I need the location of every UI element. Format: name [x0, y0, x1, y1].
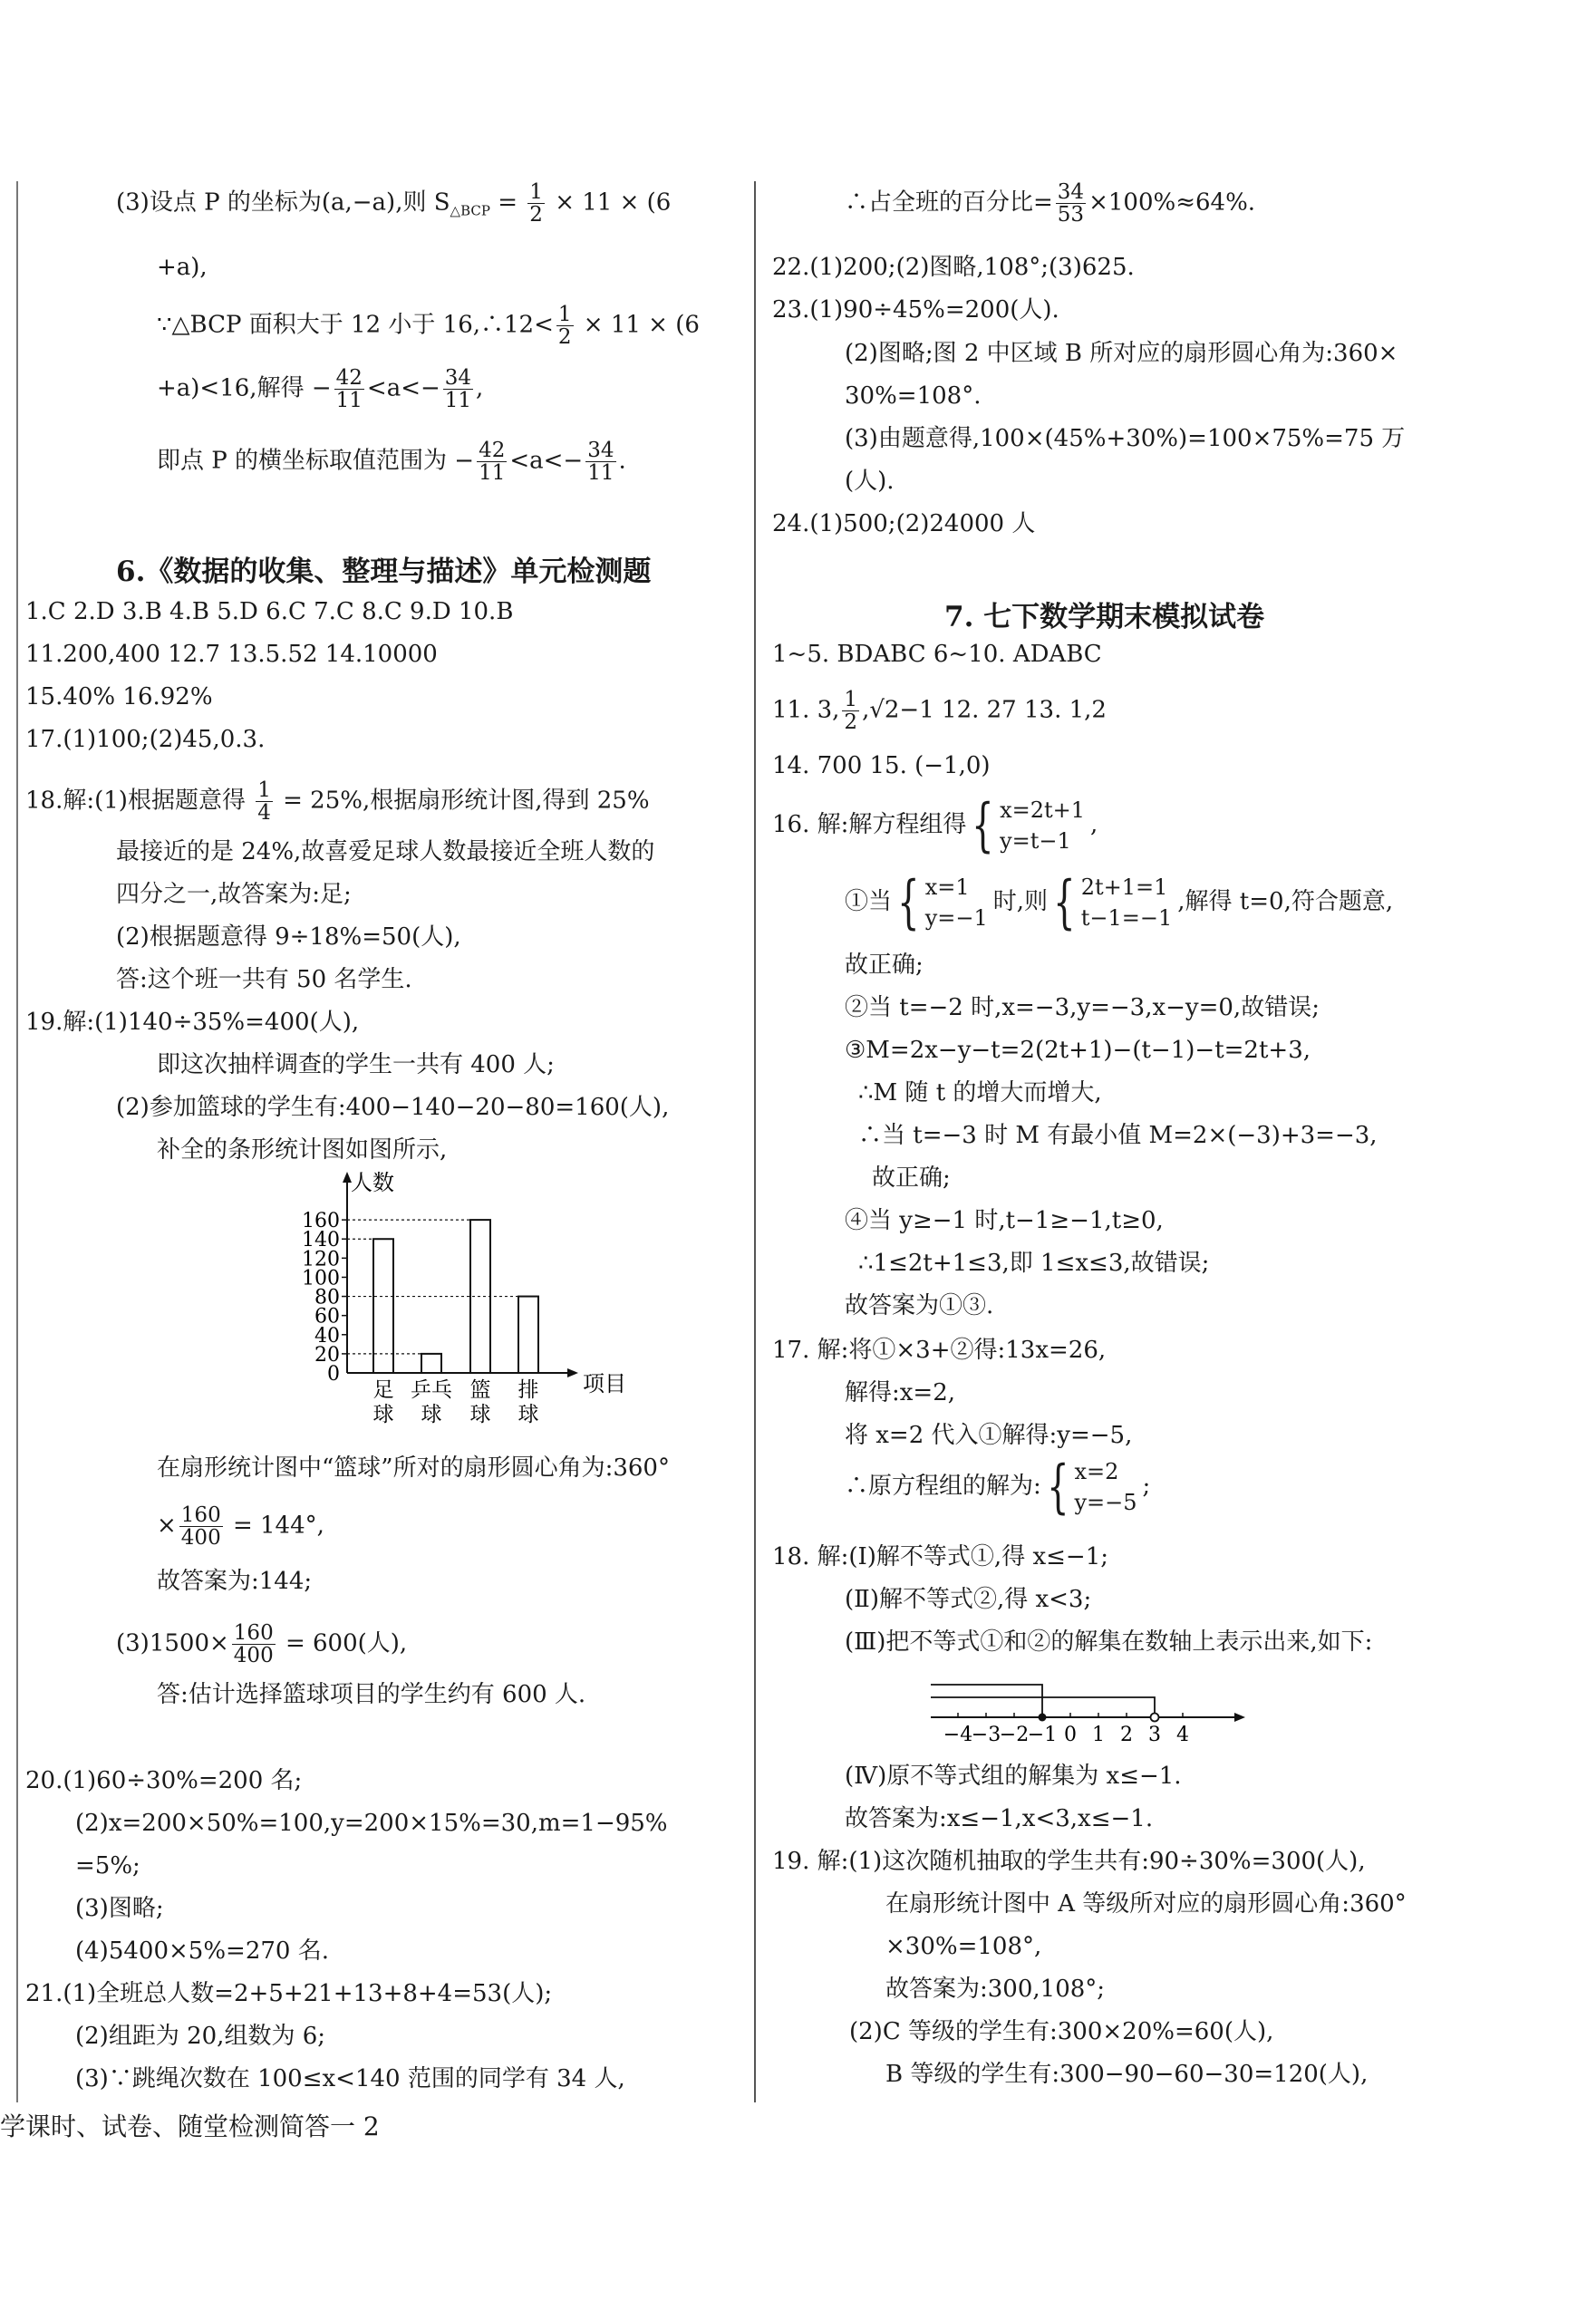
answer-line: 19.解:(1)140÷35%=400(人),	[25, 1009, 360, 1036]
answer-line: 故答案为:x≤−1,x<3,x≤−1.	[845, 1805, 1154, 1832]
answer-line: 将 x=2 代入①解得:y=−5,	[845, 1422, 1133, 1449]
answer-line: ③M=2x−y−t=2(2t+1)−(t−1)−t=2t+3,	[845, 1037, 1311, 1064]
answer-line: 21.(1)全班总人数=2+5+21+13+8+4=53(人);	[25, 1980, 553, 2007]
answer-line: ∴占全班的百分比= $\frac{34}{53}$ ×100%≈64%.	[845, 180, 1256, 227]
answer-line: B 等级的学生有:300−90−60−30=120(人),	[885, 2061, 1369, 2088]
section-title-6: 6.《数据的收集、整理与描述》单元检测题	[116, 556, 652, 588]
answer-line: (3)1500× $\frac{160}{400}$ = 600(人),	[116, 1621, 408, 1667]
answer-line: 答:这个班一共有 50 名学生.	[116, 966, 412, 993]
answer-line: (Ⅳ)原不等式组的解集为 x≤−1.	[845, 1763, 1182, 1790]
y-tick-label: 40	[314, 1324, 340, 1348]
answer-line: 故答案为:144;	[157, 1568, 313, 1595]
answer-line: (Ⅱ)解不等式②,得 x<3;	[845, 1586, 1092, 1613]
bar-chart	[270, 1164, 651, 1436]
answer-line: (人).	[845, 468, 895, 495]
answer-line: 22.(1)200;(2)图略,108°;(3)625.	[772, 254, 1135, 281]
category-label: 足	[372, 1378, 394, 1402]
answer-line: (2)参加篮球的学生有:400−140−20−80=160(人),	[116, 1094, 670, 1121]
answer-line: 1~5. BDABC 6~10. ADABC	[772, 641, 1102, 668]
tick-label: 2	[1120, 1724, 1133, 1744]
answer-line: (3)∵跳绳次数在 100≤x<140 范围的同学有 34 人,	[75, 2065, 625, 2092]
page-footer: 学课时、试卷、随堂检测简答一 2	[0, 2111, 380, 2141]
answer-line: (3)图略;	[75, 1895, 164, 1922]
answer-line: (Ⅲ)把不等式①和②的解集在数轴上表示出来,如下:	[845, 1628, 1373, 1656]
answer-line: 故正确;	[872, 1164, 951, 1192]
answer-line: (2)组距为 20,组数为 6;	[75, 2023, 326, 2050]
section-title-7: 7. 七下数学期末模拟试卷	[944, 601, 1265, 633]
answer-line: ∴原方程组的解为:{ x=2 y=−5 ;	[845, 1454, 1151, 1521]
bar-3	[518, 1297, 538, 1373]
answer-line: 答:估计选择篮球项目的学生约有 600 人.	[157, 1681, 586, 1708]
answer-line: ④当 y≥−1 时,t−1≥−1,t≥0,	[845, 1207, 1164, 1234]
bar-0	[373, 1239, 393, 1373]
answer-line: 11. 3, $\frac{1}{2}$ ,√2−1 12. 27 13. 1,2	[772, 688, 1107, 734]
solution-x-le-neg1	[931, 1685, 1042, 1717]
y-tick-label: 120	[302, 1248, 340, 1271]
answer-line: 在扇形统计图中“篮球”所对的扇形圆心角为:360°	[157, 1454, 670, 1482]
answer-line: 19. 解:(1)这次随机抽取的学生共有:90÷30%=300(人),	[772, 1848, 1366, 1875]
answer-line: 在扇形统计图中 A 等级所对应的扇形圆心角:360°	[885, 1890, 1407, 1918]
answer-line: 即点 P 的横坐标取值范围为 − $\frac{42}{11}$ <a<− $\frac{34}{11}$ .	[157, 439, 626, 485]
answer-line: ∴当 t=−3 时 M 有最小值 M=2×(−3)+3=−3,	[858, 1122, 1378, 1149]
tick-label: −3	[971, 1724, 1001, 1744]
category-label: 球	[372, 1403, 394, 1426]
answer-line: (3)由题意得,100×(45%+30%)=100×75%=75 万	[845, 425, 1406, 452]
answer-line: 20.(1)60÷30%=200 名;	[25, 1767, 303, 1794]
answer-line: (2)x=200×50%=100,y=200×15%=30,m=1−95%	[75, 1810, 668, 1837]
tick-label: −1	[1027, 1724, 1058, 1744]
answer-line: 四分之一,故答案为:足;	[116, 881, 352, 908]
tick-label: −4	[943, 1724, 973, 1744]
answer-line: ①当{ x=1 y=−1 时,则{ 2t+1=1 t−1=−1 ,解得 t=0,符合题意,	[845, 869, 1394, 936]
answer-line: 补全的条形统计图如图所示,	[157, 1136, 448, 1164]
fraction: $\frac{1}{2}$	[529, 180, 543, 227]
answer-line: 15.40% 16.92%	[25, 683, 213, 710]
x-axis-arrow	[567, 1368, 578, 1377]
answer-line: 24.(1)500;(2)24000 人	[772, 510, 1036, 537]
y-tick-label: 100	[302, 1267, 340, 1290]
answer-line: 17.(1)100;(2)45,0.3.	[25, 726, 266, 753]
category-label: 排	[517, 1378, 539, 1402]
column-divider	[754, 181, 756, 2102]
answer-line: ∴M 随 t 的增大而增大,	[858, 1079, 1102, 1106]
answer-line: ×30%=108°,	[885, 1933, 1042, 1960]
answer-line: 30%=108°.	[845, 382, 982, 410]
category-label: 乒乓	[411, 1378, 452, 1402]
y-tick-label: 0	[327, 1363, 340, 1386]
answer-line: (2)图略;图 2 中区域 B 所对应的扇形圆心角为:360×	[845, 340, 1398, 367]
answer-line: 16. 解:解方程组得{ x=2t+1 y=t−1 ,	[772, 792, 1098, 859]
bar-1	[421, 1354, 441, 1373]
y-tick-label: 140	[302, 1229, 340, 1252]
answer-line: 18. 解:(Ⅰ)解不等式①,得 x≤−1;	[772, 1543, 1108, 1570]
x-axis-label: 项目	[583, 1371, 626, 1396]
answer-line: 11.200,400 12.7 13.5.52 14.10000	[25, 641, 438, 668]
answer-line: 故答案为:300,108°;	[885, 1976, 1106, 2003]
y-axis-label: 人数	[351, 1170, 394, 1195]
answer-line: (4)5400×5%=270 名.	[75, 1937, 329, 1965]
answer-line: (3)设点 P 的坐标为(a,−a),则 $S_{\triangle BCP}$ = $\frac{1}{2}$ × 11 × (6	[116, 180, 672, 227]
tick-label: 1	[1092, 1724, 1105, 1744]
number-axis-arrow	[1234, 1713, 1245, 1722]
tick-label: 0	[1064, 1724, 1077, 1744]
tick-label: −2	[999, 1724, 1030, 1744]
answer-line: 18.解:(1)根据题意得 $\frac{1}{4}$ = 25%,根据扇形统计图,得到 25%	[25, 778, 650, 825]
answer-line: (2)C 等级的学生有:300×20%=60(人),	[849, 2018, 1274, 2045]
category-label: 球	[421, 1403, 442, 1426]
category-label: 球	[517, 1403, 539, 1426]
number-line	[926, 1672, 1253, 1744]
answer-line: (2)根据题意得 9÷18%=50(人),	[116, 923, 461, 951]
answer-line: =5%;	[75, 1852, 140, 1879]
open-dot	[1151, 1714, 1159, 1722]
left-margin-rule	[16, 181, 18, 2102]
answer-line: +a),	[157, 254, 208, 281]
y-tick-label: 80	[314, 1286, 340, 1309]
answer-line: 解得:x=2,	[845, 1379, 956, 1406]
y-tick-label: 60	[314, 1305, 340, 1329]
solid-dot	[1039, 1714, 1047, 1722]
answer-line: +a)<16,解得 − $\frac{42}{11}$ <a<− $\frac{34}{11}$ ,	[157, 366, 484, 412]
answer-line: 23.(1)90÷45%=200(人).	[772, 296, 1059, 324]
answer-line: 故答案为①③.	[845, 1292, 994, 1319]
answer-line: 17. 解:将①×3+②得:13x=26,	[772, 1337, 1107, 1364]
answer-line: 最接近的是 24%,故喜爱足球人数最接近全班人数的	[116, 838, 655, 865]
answer-line: 故正确;	[845, 952, 924, 979]
answer-line: ②当 t=−2 时,x=−3,y=−3,x−y=0,故错误;	[845, 994, 1320, 1021]
y-tick-label: 20	[314, 1343, 340, 1367]
answer-line: ∴1≤2t+1≤3,即 1≤x≤3,故错误;	[858, 1250, 1210, 1277]
category-label: 球	[469, 1403, 491, 1426]
answer-line: 1.C 2.D 3.B 4.B 5.D 6.C 7.C 8.C 9.D 10.B	[25, 598, 514, 625]
category-label: 篮	[469, 1378, 491, 1402]
tick-label: 4	[1176, 1724, 1189, 1744]
answer-line: × $\frac{160}{400}$ = 144°,	[157, 1503, 324, 1550]
tick-label: 3	[1148, 1724, 1161, 1744]
answer-line: ∵△BCP 面积大于 12 小于 16,∴12< $\frac{1}{2}$ × 11 × (6	[157, 303, 700, 349]
answer-line: 14. 700 15. (−1,0)	[772, 752, 991, 779]
y-tick-label: 160	[302, 1210, 340, 1233]
answer-line: 即这次抽样调查的学生一共有 400 人;	[157, 1051, 555, 1078]
